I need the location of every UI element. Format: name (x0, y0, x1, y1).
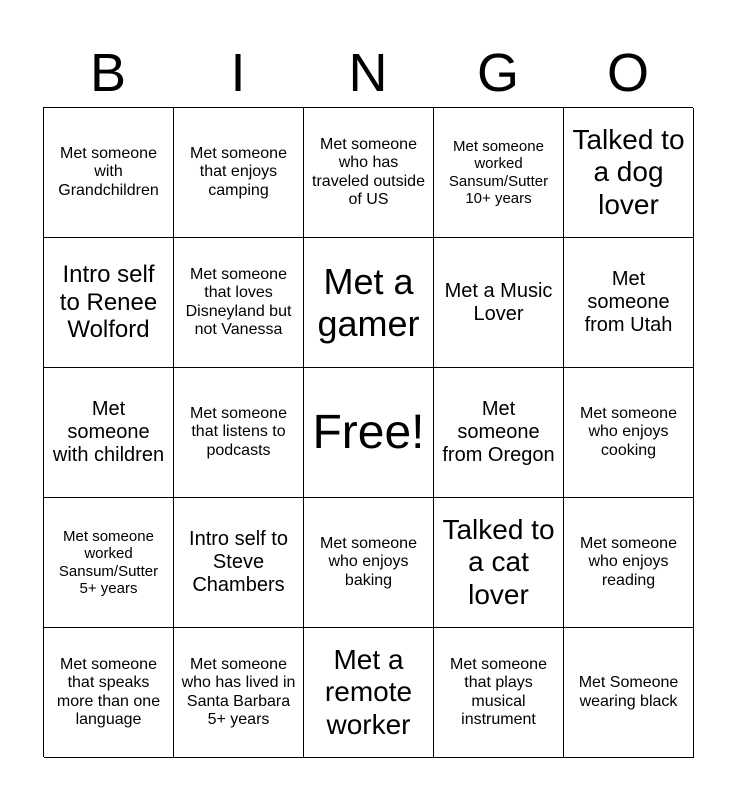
bingo-header (43, 40, 693, 106)
bingo-cell[interactable]: Met someone that speaks more than one language (44, 628, 174, 758)
bingo-cell[interactable]: Met someone with children (44, 368, 174, 498)
header-letter-b: B (89, 43, 127, 103)
bingo-cell[interactable]: Met a remote worker (304, 628, 434, 758)
bingo-cell[interactable]: Met someone who has traveled outside of US (304, 108, 434, 238)
header-letter-g: G (476, 43, 519, 103)
bingo-cell[interactable]: Talked to a cat lover (434, 498, 564, 628)
free-space-cell[interactable]: Free! (304, 368, 434, 498)
bingo-cell[interactable]: Met someone who enjoys reading (564, 498, 694, 628)
bingo-cell[interactable]: Met someone worked Sansum/Sutter 10+ years (434, 108, 564, 238)
bingo-cell[interactable]: Met someone with Grandchildren (44, 108, 174, 238)
bingo-cell[interactable]: Met someone that enjoys camping (174, 108, 304, 238)
header-letter-o: O (606, 43, 649, 103)
bingo-board (43, 107, 693, 757)
bingo-cell[interactable]: Met someone that listens to podcasts (174, 368, 304, 498)
bingo-cell[interactable]: Talked to a dog lover (564, 108, 694, 238)
header-letter-i: I (230, 43, 246, 103)
bingo-cell[interactable]: Met someone that loves Disneyland but not Vanessa (174, 238, 304, 368)
bingo-cell[interactable]: Met a gamer (304, 238, 434, 368)
bingo-cell[interactable]: Intro self to Renee Wolford (44, 238, 174, 368)
bingo-cell[interactable]: Met a Music Lover (434, 238, 564, 368)
bingo-cell[interactable]: Met someone that plays musical instrument (434, 628, 564, 758)
bingo-cell[interactable]: Met Someone wearing black (564, 628, 694, 758)
bingo-cell[interactable]: Intro self to Steve Chambers (174, 498, 304, 628)
bingo-cell[interactable]: Met someone from Oregon (434, 368, 564, 498)
bingo-cell[interactable]: Met someone worked Sansum/Sutter 5+ years (44, 498, 174, 628)
header-letter-n: N (348, 43, 388, 103)
bingo-cell[interactable]: Met someone who enjoys cooking (564, 368, 694, 498)
bingo-cell[interactable]: Met someone from Utah (564, 238, 694, 368)
bingo-cell[interactable]: Met someone who has lived in Santa Barbara 5+ years (174, 628, 304, 758)
bingo-cell[interactable]: Met someone who enjoys baking (304, 498, 434, 628)
